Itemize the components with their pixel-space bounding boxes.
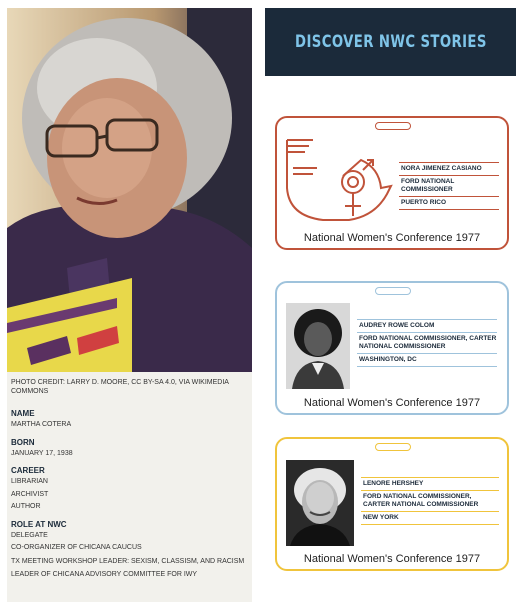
badge-slot — [375, 287, 411, 295]
card-title: FORD NATIONAL COMMISSIONER — [399, 176, 499, 197]
career-item: AUTHOR — [11, 503, 41, 510]
career-label: CAREER — [11, 466, 45, 475]
role-item: DELEGATE — [11, 531, 48, 539]
story-card-casiano[interactable] — [275, 116, 509, 250]
born-value: JANUARY 17, 1938 — [11, 449, 73, 457]
profile-photo — [7, 8, 252, 372]
portrait-image — [286, 303, 350, 389]
role-item: TX MEETING WORKSHOP LEADER: SEXISM, CLASSISM, AND RACISM — [11, 557, 245, 565]
card-details — [357, 319, 497, 367]
card-title: FORD NATIONAL COMMISSIONER, CARTER NATIONAL COMMISSIONER — [357, 333, 497, 354]
card-name: AUDREY ROWE COLOM — [357, 319, 497, 333]
name-value: MARTHA COTERA — [11, 421, 72, 428]
card-place: PUERTO RICO — [399, 197, 499, 210]
card-footer: National Women's Conference 1977 — [303, 397, 481, 409]
role-item: LEADER OF CHICANA ADVISORY COMMITTEE FOR IWY — [11, 570, 198, 578]
career-item: ARCHIVIST — [11, 490, 49, 498]
name-label: NAME — [11, 409, 35, 418]
card-details — [361, 477, 499, 525]
card-details — [399, 162, 499, 210]
iwy-logo-icon — [283, 138, 395, 226]
badge-slot — [375, 122, 411, 130]
born-label: BORN — [11, 437, 35, 447]
profile-info — [11, 409, 249, 587]
card-name: NORA JIMENEZ CASIANO — [399, 162, 499, 176]
story-card-hershey[interactable] — [275, 437, 509, 571]
discover-title: DISCOVER NWC STORIES — [294, 32, 487, 52]
card-place: NEW YORK — [361, 512, 499, 525]
photo-credit: PHOTO CREDIT: LARRY D. MOORE, CC BY-SA 4.0, VIA WIKIMEDIA COMMONS — [11, 379, 229, 395]
story-card-colom[interactable] — [275, 281, 509, 415]
card-title: FORD NATIONAL COMMISSIONER, CARTER NATIONAL COMMISSIONER — [361, 491, 499, 512]
card-name: LENORE HERSHEY — [361, 477, 499, 491]
discover-header[interactable] — [265, 8, 516, 76]
card-footer: National Women's Conference 1977 — [303, 232, 481, 244]
badge-slot — [375, 443, 411, 451]
profile-panel — [7, 8, 252, 602]
card-place: WASHINGTON, DC — [357, 354, 497, 367]
card-footer: National Women's Conference 1977 — [303, 553, 481, 565]
career-item: LIBRARIAN — [11, 478, 48, 485]
portrait-image — [286, 460, 354, 546]
role-label: ROLE AT NWC — [11, 519, 67, 529]
role-item: CO-ORGANIZER OF CHICANA CAUCUS — [11, 544, 142, 551]
